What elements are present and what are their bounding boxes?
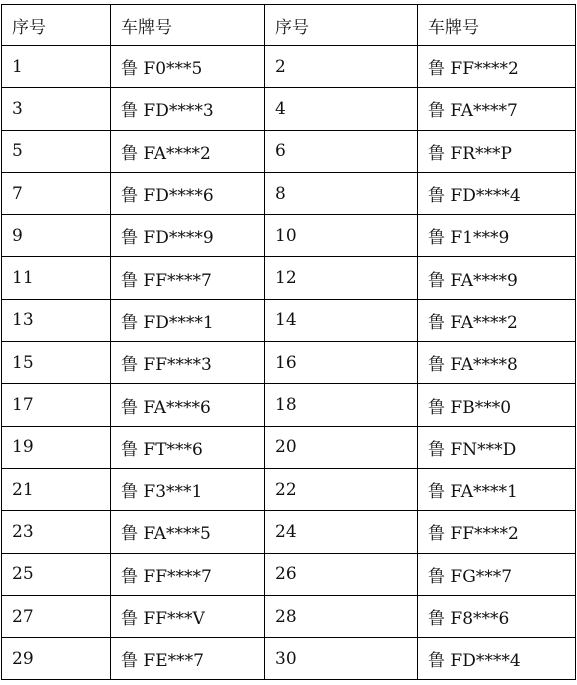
table-row	[2, 511, 576, 553]
plate-number-cell: 鲁 FA****9	[418, 257, 576, 299]
table-row	[2, 553, 576, 595]
plate-number-cell: 鲁 FF****7	[111, 257, 265, 299]
plate-number-cell: 鲁 FA****6	[111, 384, 265, 426]
serial-number-cell: 18	[265, 384, 418, 426]
table-row	[2, 130, 576, 172]
plate-number-cell: 鲁 FF***V	[111, 595, 265, 637]
table-row	[2, 426, 576, 468]
table-row	[2, 638, 576, 680]
table-row	[2, 215, 576, 257]
license-plate-table	[1, 4, 576, 680]
plate-number-cell: 鲁 FA****1	[418, 468, 576, 510]
serial-number-cell: 5	[2, 130, 111, 172]
plate-number-cell: 鲁 F8***6	[418, 595, 576, 637]
plate-number-cell: 鲁 FF****2	[418, 46, 576, 88]
serial-number-cell: 3	[2, 88, 111, 130]
serial-number-cell: 26	[265, 553, 418, 595]
table-row	[2, 172, 576, 214]
header-serial-number-right: 序号	[265, 5, 418, 46]
table-header-row	[2, 5, 576, 46]
serial-number-cell: 21	[2, 468, 111, 510]
table-row	[2, 595, 576, 637]
table-row	[2, 46, 576, 88]
plate-number-cell: 鲁 FG***7	[418, 553, 576, 595]
serial-number-cell: 13	[2, 299, 111, 341]
table-row	[2, 88, 576, 130]
plate-number-cell: 鲁 FB***0	[418, 384, 576, 426]
serial-number-cell: 11	[2, 257, 111, 299]
plate-number-cell: 鲁 FE***7	[111, 638, 265, 680]
serial-number-cell: 2	[265, 46, 418, 88]
plate-number-cell: 鲁 FD****4	[418, 172, 576, 214]
plate-number-cell: 鲁 FD****6	[111, 172, 265, 214]
serial-number-cell: 7	[2, 172, 111, 214]
plate-number-cell: 鲁 FA****7	[418, 88, 576, 130]
serial-number-cell: 23	[2, 511, 111, 553]
plate-number-cell: 鲁 F3***1	[111, 468, 265, 510]
serial-number-cell: 28	[265, 595, 418, 637]
plate-number-cell: 鲁 FA****2	[111, 130, 265, 172]
serial-number-cell: 14	[265, 299, 418, 341]
plate-number-cell: 鲁 FN***D	[418, 426, 576, 468]
serial-number-cell: 25	[2, 553, 111, 595]
table-row	[2, 257, 576, 299]
serial-number-cell: 15	[2, 342, 111, 384]
serial-number-cell: 22	[265, 468, 418, 510]
serial-number-cell: 1	[2, 46, 111, 88]
header-plate-number-left: 车牌号	[111, 5, 265, 46]
table-row	[2, 342, 576, 384]
table-row	[2, 384, 576, 426]
plate-number-cell: 鲁 FF****3	[111, 342, 265, 384]
plate-number-cell: 鲁 FF****7	[111, 553, 265, 595]
plate-number-cell: 鲁 FA****2	[418, 299, 576, 341]
plate-number-cell: 鲁 F1***9	[418, 215, 576, 257]
serial-number-cell: 20	[265, 426, 418, 468]
serial-number-cell: 12	[265, 257, 418, 299]
plate-number-cell: 鲁 F0***5	[111, 46, 265, 88]
serial-number-cell: 29	[2, 638, 111, 680]
serial-number-cell: 4	[265, 88, 418, 130]
plate-number-cell: 鲁 FF****2	[418, 511, 576, 553]
table-row	[2, 468, 576, 510]
serial-number-cell: 9	[2, 215, 111, 257]
table-row	[2, 299, 576, 341]
serial-number-cell: 24	[265, 511, 418, 553]
serial-number-cell: 16	[265, 342, 418, 384]
plate-number-cell: 鲁 FA****8	[418, 342, 576, 384]
plate-number-cell: 鲁 FD****4	[418, 638, 576, 680]
serial-number-cell: 8	[265, 172, 418, 214]
serial-number-cell: 27	[2, 595, 111, 637]
serial-number-cell: 19	[2, 426, 111, 468]
plate-number-cell: 鲁 FR***P	[418, 130, 576, 172]
plate-number-cell: 鲁 FA****5	[111, 511, 265, 553]
header-plate-number-right: 车牌号	[418, 5, 576, 46]
serial-number-cell: 6	[265, 130, 418, 172]
table-body	[2, 5, 576, 680]
serial-number-cell: 10	[265, 215, 418, 257]
plate-number-cell: 鲁 FD****1	[111, 299, 265, 341]
serial-number-cell: 17	[2, 384, 111, 426]
plate-number-cell: 鲁 FD****9	[111, 215, 265, 257]
plate-number-cell: 鲁 FT***6	[111, 426, 265, 468]
header-serial-number-left: 序号	[2, 5, 111, 46]
plate-number-cell: 鲁 FD****3	[111, 88, 265, 130]
serial-number-cell: 30	[265, 638, 418, 680]
